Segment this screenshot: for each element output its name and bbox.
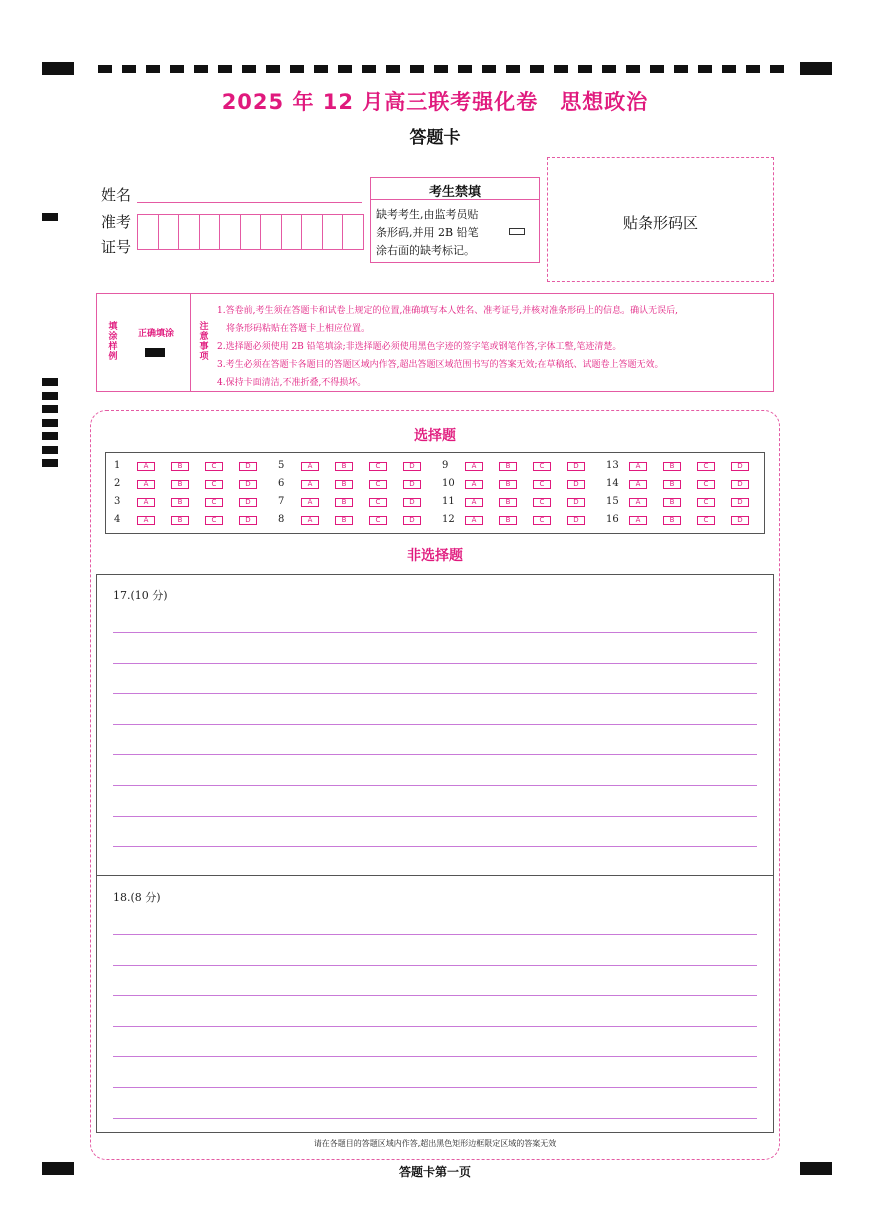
option-bubble-c[interactable]: C: [697, 498, 715, 507]
timing-mark: [314, 65, 328, 73]
proctor-line: 缺考考生,由监考员贴: [376, 208, 479, 221]
option-bubble-a[interactable]: A: [465, 480, 483, 489]
example-label-char: 例: [108, 352, 118, 362]
answer-line: [113, 934, 757, 935]
timing-mark: [146, 65, 160, 73]
timing-mark: [170, 65, 184, 73]
option-bubble-a[interactable]: A: [629, 462, 647, 471]
timing-mark: [650, 65, 664, 73]
timing-mark: [722, 65, 736, 73]
id-digit-cell[interactable]: [260, 214, 282, 250]
question-number: 11: [442, 496, 455, 507]
timing-mark: [554, 65, 568, 73]
option-bubble-b[interactable]: B: [499, 462, 517, 471]
barcode-label: 贴条形码区: [622, 214, 698, 232]
option-bubble-b[interactable]: B: [663, 480, 681, 489]
option-bubble-b[interactable]: B: [171, 462, 189, 471]
option-bubble-b[interactable]: B: [499, 516, 517, 525]
answer-line: [113, 1056, 757, 1057]
option-bubble-a[interactable]: A: [137, 462, 155, 471]
notes-label: [198, 322, 210, 362]
question-number: 1: [114, 460, 121, 471]
id-digit-cell[interactable]: [178, 214, 200, 250]
answer-line: [113, 1026, 757, 1027]
option-bubble-a[interactable]: A: [301, 462, 319, 471]
option-bubble-d[interactable]: D: [403, 480, 421, 489]
option-bubble-a[interactable]: A: [301, 480, 319, 489]
answer-line: [113, 1118, 757, 1119]
question-number: 3: [114, 496, 121, 507]
absent-mark-box[interactable]: [509, 228, 525, 235]
option-bubble-c[interactable]: C: [533, 516, 551, 525]
option-bubble-d[interactable]: D: [731, 462, 749, 471]
option-bubble-a[interactable]: A: [465, 462, 483, 471]
option-bubble-b[interactable]: B: [335, 462, 353, 471]
option-bubble-c[interactable]: C: [697, 516, 715, 525]
side-timing-mark: [42, 405, 58, 413]
id-digit-cell[interactable]: [240, 214, 262, 250]
timing-mark: [410, 65, 424, 73]
id-label-line1: 准考: [101, 213, 132, 231]
timing-mark: [98, 65, 112, 73]
option-bubble-a[interactable]: A: [629, 480, 647, 489]
option-bubble-b[interactable]: B: [499, 480, 517, 489]
name-label: 姓名: [101, 186, 132, 204]
option-bubble-c[interactable]: C: [205, 462, 223, 471]
option-bubble-c[interactable]: C: [205, 480, 223, 489]
answer-line: [113, 995, 757, 996]
proctor-title: 考生禁填: [428, 185, 481, 200]
option-bubble-a[interactable]: A: [301, 498, 319, 507]
id-digit-cell[interactable]: [219, 214, 241, 250]
option-bubble-a[interactable]: A: [465, 516, 483, 525]
side-mark: [42, 213, 58, 221]
option-bubble-b[interactable]: B: [663, 462, 681, 471]
option-bubble-c[interactable]: C: [697, 480, 715, 489]
notes-label-char: 事: [199, 342, 209, 352]
id-digit-cell[interactable]: [137, 214, 159, 250]
option-bubble-a[interactable]: A: [629, 516, 647, 525]
id-digit-cell[interactable]: [158, 214, 180, 250]
timing-mark: [362, 65, 376, 73]
side-timing-mark: [42, 378, 58, 386]
answer-line: [113, 754, 757, 755]
option-bubble-c[interactable]: C: [369, 480, 387, 489]
timing-mark: [770, 65, 784, 73]
option-bubble-c[interactable]: C: [369, 462, 387, 471]
timing-mark: [386, 65, 400, 73]
question-number: 4: [114, 514, 121, 525]
corner-mark-top-left: [42, 62, 74, 75]
choice-grid: [105, 452, 765, 534]
note-item: 3.考生必须在答题卡各题目的答题区域内作答,超出答题区域范围书写的答案无效;在草稿纸、试题卷上答题无效。: [217, 360, 664, 370]
option-bubble-d[interactable]: D: [239, 462, 257, 471]
option-bubble-b[interactable]: B: [171, 516, 189, 525]
name-field[interactable]: [137, 202, 362, 203]
option-bubble-c[interactable]: C: [697, 462, 715, 471]
timing-mark: [434, 65, 448, 73]
id-digit-cell[interactable]: [199, 214, 221, 250]
note-item: 4.保持卡面清洁,不准折叠,不得损坏。: [217, 378, 367, 388]
id-digit-cell[interactable]: [322, 214, 344, 250]
side-timing-mark: [42, 392, 58, 400]
example-label-char: 填: [108, 322, 118, 332]
timing-mark: [626, 65, 640, 73]
answer-line: [113, 1087, 757, 1088]
option-bubble-d[interactable]: D: [567, 498, 585, 507]
answer-area-note: 请在各题目的答题区域内作答,超出黑色矩形边框限定区域的答案无效: [313, 1139, 557, 1148]
option-bubble-d[interactable]: D: [567, 462, 585, 471]
question-number: 6: [278, 478, 285, 489]
exam-title: 2025 年 12 月高三联考强化卷 思想政治: [221, 90, 649, 114]
option-bubble-c[interactable]: C: [369, 516, 387, 525]
question-number: 9: [442, 460, 449, 471]
answer-line: [113, 663, 757, 664]
id-digit-cell[interactable]: [342, 214, 364, 250]
timing-mark: [602, 65, 616, 73]
corner-mark-top-right: [800, 62, 832, 75]
question-number: 8: [278, 514, 285, 525]
answer-line: [113, 632, 757, 633]
nonchoice-section-title: 非选择题: [407, 548, 463, 564]
timing-mark: [242, 65, 256, 73]
option-bubble-d[interactable]: D: [239, 498, 257, 507]
option-bubble-d[interactable]: D: [403, 462, 421, 471]
option-bubble-b[interactable]: B: [499, 498, 517, 507]
question-number: 15: [606, 496, 619, 507]
option-bubble-d[interactable]: D: [731, 516, 749, 525]
option-bubble-d[interactable]: D: [731, 480, 749, 489]
timing-mark: [698, 65, 712, 73]
question-17-area[interactable]: [96, 574, 774, 876]
option-bubble-b[interactable]: B: [335, 480, 353, 489]
question-number: 5: [278, 460, 285, 471]
timing-mark: [458, 65, 472, 73]
option-bubble-a[interactable]: A: [137, 480, 155, 489]
timing-mark: [338, 65, 352, 73]
proctor-line: 条形码,并用 2B 铅笔: [376, 226, 479, 239]
answer-line: [113, 846, 757, 847]
option-bubble-d[interactable]: D: [567, 480, 585, 489]
timing-mark: [674, 65, 688, 73]
option-bubble-a[interactable]: A: [137, 498, 155, 507]
question-number: 16: [606, 514, 619, 525]
option-bubble-a[interactable]: A: [137, 516, 155, 525]
timing-mark: [266, 65, 280, 73]
note-item: 2.选择题必须使用 2B 铅笔填涂;非选择题必须使用黑色字迹的签字笔或钢笔作答,字体工整,笔迹清楚。: [217, 342, 622, 352]
notes-label-char: 意: [199, 332, 209, 342]
option-bubble-c[interactable]: C: [205, 516, 223, 525]
example-label-char: 涂: [108, 332, 118, 342]
timing-mark: [122, 65, 136, 73]
example-label-char: 样: [108, 342, 118, 352]
id-digit-cell[interactable]: [301, 214, 323, 250]
option-bubble-c[interactable]: C: [205, 498, 223, 507]
timing-mark: [290, 65, 304, 73]
option-bubble-c[interactable]: C: [533, 480, 551, 489]
answer-line: [113, 724, 757, 725]
proctor-line: 涂右面的缺考标记。: [376, 244, 475, 257]
page-footer: 答题卡第一页: [398, 1165, 471, 1179]
option-bubble-b[interactable]: B: [663, 498, 681, 507]
correct-fill-sample: [145, 348, 165, 357]
option-bubble-d[interactable]: D: [239, 480, 257, 489]
option-bubble-a[interactable]: A: [301, 516, 319, 525]
option-bubble-a[interactable]: A: [629, 498, 647, 507]
option-bubble-b[interactable]: B: [171, 498, 189, 507]
note-item: 将条形码粘贴在答题卡上相应位置。: [217, 324, 371, 334]
question-18-area[interactable]: [96, 875, 774, 1133]
side-timing-mark: [42, 446, 58, 454]
option-bubble-d[interactable]: D: [731, 498, 749, 507]
timing-mark: [578, 65, 592, 73]
question-number: 14: [606, 478, 619, 489]
option-bubble-d[interactable]: D: [403, 498, 421, 507]
question-number: 7: [278, 496, 285, 507]
answer-line: [113, 785, 757, 786]
card-subtitle: 答题卡: [409, 128, 461, 148]
answer-line: [113, 816, 757, 817]
side-timing-mark: [42, 459, 58, 467]
note-item: 1.答卷前,考生须在答题卡和试卷上规定的位置,准确填写本人姓名、准考证号,并核对准条形码上的信息。确认无误后,: [217, 306, 679, 316]
proctor-box: [370, 177, 540, 263]
timing-mark: [530, 65, 544, 73]
timing-mark: [746, 65, 760, 73]
question-18-label: 18.(8 分): [113, 891, 161, 904]
option-bubble-d[interactable]: D: [567, 516, 585, 525]
id-label-line2: 证号: [101, 238, 132, 256]
question-number: 10: [442, 478, 455, 489]
example-label: [107, 322, 119, 362]
option-bubble-b[interactable]: B: [335, 498, 353, 507]
timing-mark: [506, 65, 520, 73]
notes-label-char: 注: [199, 322, 209, 332]
option-bubble-d[interactable]: D: [239, 516, 257, 525]
correct-fill-label: 正确填涂: [137, 329, 174, 339]
question-number: 12: [442, 514, 455, 525]
option-bubble-c[interactable]: C: [533, 498, 551, 507]
choice-section-title: 选择题: [414, 428, 456, 444]
option-bubble-c[interactable]: C: [533, 462, 551, 471]
answer-line: [113, 965, 757, 966]
option-bubble-d[interactable]: D: [403, 516, 421, 525]
option-bubble-a[interactable]: A: [465, 498, 483, 507]
timing-mark: [194, 65, 208, 73]
question-17-label: 17.(10 分): [113, 589, 168, 602]
barcode-area: [547, 157, 774, 282]
question-number: 2: [114, 478, 121, 489]
question-number: 13: [606, 460, 619, 471]
id-digit-cell[interactable]: [281, 214, 303, 250]
timing-mark: [218, 65, 232, 73]
instructions-box: [96, 293, 774, 392]
answer-line: [113, 693, 757, 694]
option-bubble-b[interactable]: B: [171, 480, 189, 489]
option-bubble-c[interactable]: C: [369, 498, 387, 507]
option-bubble-b[interactable]: B: [335, 516, 353, 525]
timing-mark: [482, 65, 496, 73]
option-bubble-b[interactable]: B: [663, 516, 681, 525]
notes-label-char: 项: [199, 352, 209, 362]
